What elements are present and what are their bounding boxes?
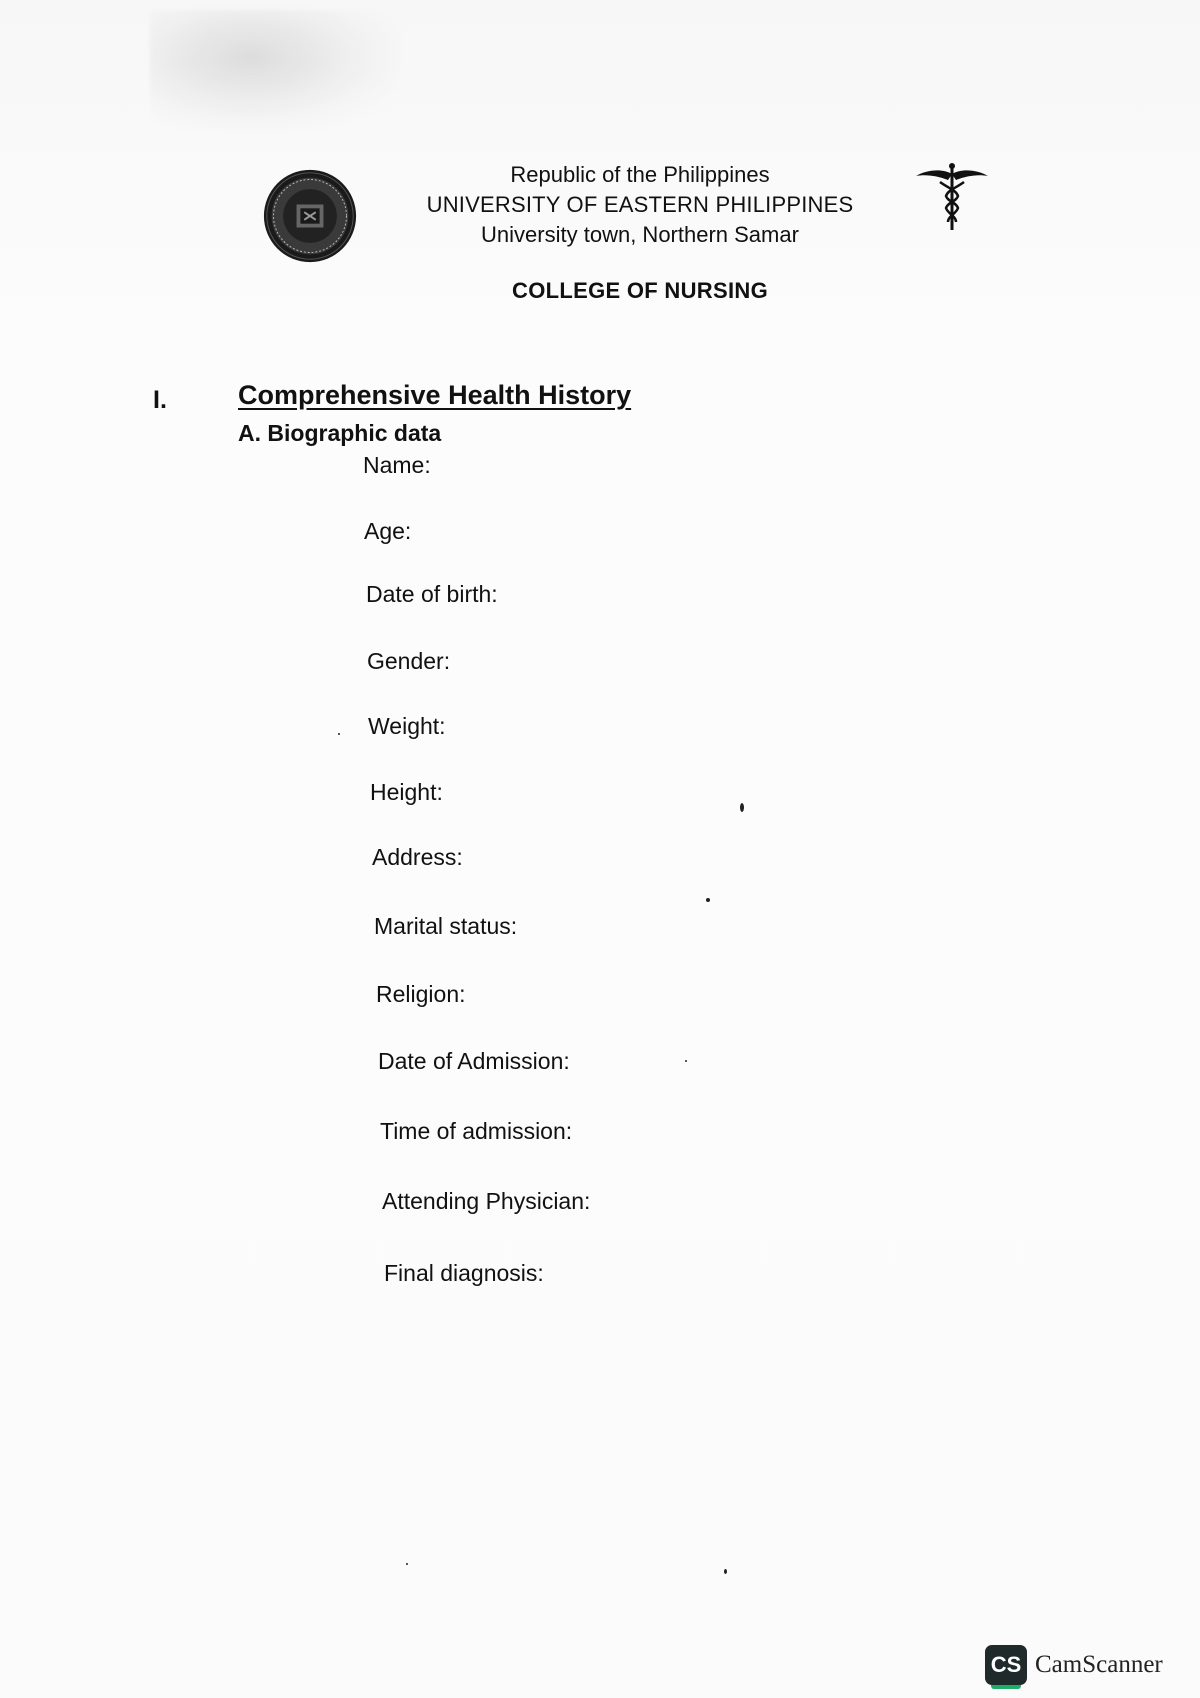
college-name: COLLEGE OF NURSING [512,278,768,303]
university-seal-icon [262,168,358,264]
field-time-of-admission: Time of admission: [380,1118,573,1144]
caduceus-icon [912,160,992,240]
field-name: Name: [363,452,431,478]
document-header [380,160,900,250]
subsection-heading: A. Biographic data [238,420,442,446]
camscanner-logo-icon [985,1645,1027,1685]
field-date-of-admission: Date of Admission: [378,1048,570,1074]
section-number: I. [153,386,167,414]
scan-smudge [150,10,400,130]
field-marital-status: Marital status: [374,913,518,939]
field-final-diagnosis: Final diagnosis: [384,1260,544,1286]
scan-speck [338,733,340,735]
camscanner-badge-text: CS [990,1652,1022,1677]
scan-speck [724,1569,727,1574]
scan-speck [740,803,744,812]
camscanner-watermark [985,1645,1163,1685]
scan-speck [406,1563,408,1565]
header-republic: Republic of the Philippines [510,162,770,187]
field-address: Address: [372,844,463,870]
camscanner-text: CamScanner [1035,1651,1163,1678]
section-title: Comprehensive Health History [238,380,632,410]
field-age: Age: [364,518,412,544]
scan-speck [706,898,710,902]
header-university: UNIVERSITY OF EASTERN PHILIPPINES [426,192,854,217]
field-height: Height: [370,779,443,805]
field-gender: Gender: [367,648,451,674]
field-religion: Religion: [376,981,466,1007]
field-date-of-birth: Date of birth: [366,581,498,607]
scan-speck [685,1060,687,1062]
field-weight: Weight: [368,713,446,739]
header-location: University town, Northern Samar [481,222,799,247]
field-attending-physician: Attending Physician: [382,1188,591,1214]
